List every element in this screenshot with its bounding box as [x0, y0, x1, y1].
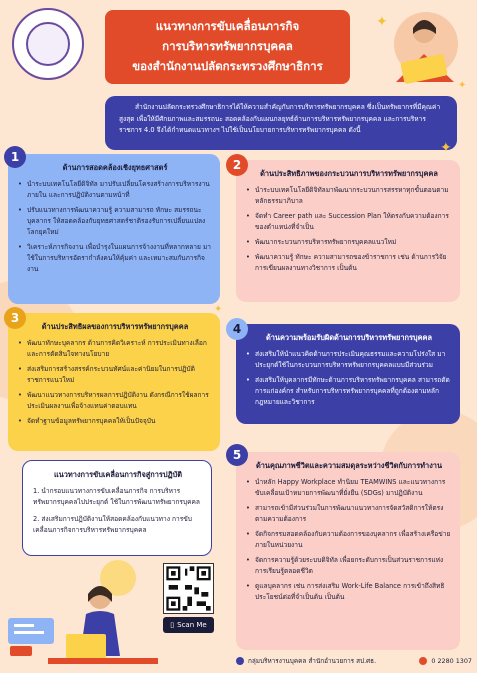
section-number-4: 4 — [226, 318, 248, 340]
section-number-3: 3 — [4, 307, 26, 329]
footer — [236, 656, 472, 666]
sparkle-icon: ✦ — [440, 140, 452, 156]
list-item: • ส่งเสริมให้บุคลากรมีทักษะด้านการบริหารทรัพยากรบุคคล สามารถตัดการแก่องค์กร สำหรับการบริหารทรัพยากรบุคคลที่ถูกต้องตามหลักกฎหมายและวิชาการ — [246, 375, 452, 408]
list-item: • นำระบบเทคโนโลยีดิจิทัลมาพัฒนากระบวนการสรรหาทุกขั้นตอนตามหลักธรรมาภิบาล — [246, 185, 452, 207]
list-item: • นำระบบเทคโนโลยีดิจิทัล มาปรับเปลี่ยนโครงสร้างการบริหารงานภายใน และการปฏิบัติงานตามหน้าที่ — [18, 179, 212, 201]
list-item: • จัดทำ Career path และ Succession Plan ให้ตรงกับความต้องการของตำแหน่งที่จำเป็น — [246, 211, 452, 233]
practice-heading: แนวทางการขับเคลื่อนการกิจสู่การปฏิบัติ — [33, 469, 203, 480]
section-hr-accountability — [236, 324, 460, 424]
list-item: • จัดทำฐานข้อมูลทรัพยากรบุคคลให้เป็นปัจจุบัน — [18, 416, 212, 427]
section-number-2: 2 — [226, 154, 248, 176]
section-hr-effectiveness — [8, 313, 220, 451]
office-worker-illustration — [8, 558, 158, 666]
list-item: • พัฒนาทักษะบุคลากร ด้านการคิดวิเคราะห์ การประเมินทางเลือก และการตัดสินใจทางนโยบาย — [18, 338, 212, 360]
list-item: • พัฒนาแนวทางการบริหารผลการปฏิบัติงาน ดังกรณีการใช้ผลการประเมินผลงานเพื่อจ้างแทนค่าตอบแทน — [18, 390, 212, 412]
practice-box — [22, 460, 212, 556]
list-item: • พัฒนาความรู้ ทักษะ ความสามารถของข้าราชการ เช่น ด้านการวิจัย การเขียนผลงานทางวิชาการ เป็นต้น — [246, 252, 452, 274]
title-line-3: ของสำนักงานปลัดกระทรวงศึกษาธิการ — [132, 59, 323, 73]
title-line-2: การบริหารทรัพยากรบุคคล — [162, 39, 293, 53]
title-line-1: แนวทางการขับเคลื่อนภารกิจ — [155, 19, 300, 33]
list-item: • วิเคราะห์ภารกิจงาน เพื่อบำรุงในแผนการจ้างงานที่หลากหลาย มาใช้ในการบริหารอัตรากำลังคนให้คุ้มค่า และเหมาะสมกับภารกิจงาน — [18, 242, 212, 275]
list-item: • พัฒนากระบวนการบริหารทรัพยากรบุคคลแนวใหม่ — [246, 237, 452, 248]
intro-text: สำนักงานปลัดกระทรวงศึกษาธิการได้ให้ความสำคัญกับการบริหารทรัพยากรบุคคล ซึ่งเป็นทรัพยากรที่มีคุณค่าสูงสุด เพื่อให้มีศักยภาพและสมรรถนะ สอดคล้องกับแผนกลยุทธ์ด้านการบริหารทรัพยากรบุคคล และการบริหารราชการ 4.0 จึงได้กำหนดแนวทางฯ ไปใช้เป็นนโยบายการบริหารทรัพยากรบุคคล ดังนี้ — [105, 96, 457, 150]
list-item: • นำหลัก Happy Workplace ทำนิยม TEAMWINS และแนวทางการขับเคลื่อนเป้าหมายการพัฒนาที่ยั่งยืน (SDGs) มาปฏิบัติงาน — [246, 477, 452, 499]
footer-org: กลุ่มบริหารงานบุคคล สำนักอำนวยการ สป.ศธ. — [248, 657, 377, 665]
section-strategic-alignment — [8, 154, 220, 304]
section-hr-efficiency — [236, 160, 460, 302]
section-heading: ด้านความพร้อมรับผิดด้านการบริหารทรัพยากรบุคคล — [265, 333, 433, 342]
section-heading: ด้านคุณภาพชีวิตและความสมดุลระหว่างชีวิตกับการทำงาน — [255, 461, 443, 470]
footer-phone: 0 2280 1307 — [431, 657, 472, 665]
list-item: • จัดการความรู้ด้วยระบบดิจิทัล เพื่อยกระดับการเป็นส่วนราชการแห่งการเรียนรู้ตลอดชีวิต — [246, 555, 452, 577]
scan-me-label — [163, 617, 214, 633]
section-quality-of-life — [236, 452, 460, 650]
phone-icon — [419, 657, 427, 665]
list-item: • ส่งเสริมให้นำแนวคิดด้านการประเมินคุณธรรมและความโปร่งใส มาประยุกต์ใช้ในกระบวนการบริหารทรัพยากรบุคคลแบบมีส่วนร่วม — [246, 349, 452, 371]
sparkle-icon: ✦ — [214, 304, 223, 315]
qr-code[interactable] — [163, 563, 214, 614]
practice-item: 1. นำกรอบแนวทางการขับเคลื่อนภารกิจ การบริหารทรัพยากรบุคคลไปประยุกต์ ใช้ในการพัฒนาทรัพยากรบุคคล — [33, 487, 200, 506]
list-item: • ปรับแนวทางการพัฒนาความรู้ ความสามารถ ทักษะ สมรรถนะบุคลากร ให้สอดคล้องกับยุทธศาสตร์ชาติรองรับการเปลี่ยนแปลงโลกยุคใหม่ — [18, 205, 212, 238]
section-number-1: 1 — [4, 146, 26, 168]
section-heading: ด้านประสิทธิภาพของกระบวนการบริหารทรัพยากรบุคคล — [260, 169, 438, 178]
practice-item: 2. ส่งเสริมการปฏิบัติงานให้สอดคล้องกับแนวทาง การขับเคลื่อนภารกิจการบริหารทรัพยากรบุคคล — [33, 515, 192, 534]
list-item: • ส่งเสริมการสร้างสรรค์กระบวนทัศน์และค่านิยมในการปฏิบัติราชการแนวใหม่ — [18, 364, 212, 386]
svg-text:✦: ✦ — [376, 14, 388, 30]
location-icon — [236, 657, 244, 665]
list-item: • สามารถเข้ามีส่วนร่วมในการพัฒนาแนวทางการจัดสวัสดิการให้ตรงตามความต้องการ — [246, 503, 452, 525]
scan-me-text: Scan Me — [177, 621, 207, 629]
header — [0, 0, 477, 92]
ministry-seal-icon — [12, 8, 84, 80]
section-heading: ด้านประสิทธิผลของการบริหารทรัพยากรบุคคล — [41, 322, 189, 331]
section-number-5: 5 — [226, 444, 248, 466]
reading-person-illustration — [366, 4, 471, 94]
list-item: • จัดกิจกรรมสอดคล้องกับความต้องการของบุคลากร เพื่อสร้างเครือข่ายภายในหน่วยงาน — [246, 529, 452, 551]
section-heading: ด้านการสอดคล้องเชิงยุทธศาสตร์ — [62, 163, 168, 172]
svg-text:✦: ✦ — [458, 80, 467, 91]
page-title — [105, 10, 350, 84]
list-item: • ดูแลบุคลากร เช่น การส่งเสริม Work-Life Balance การเข้าถึงสิทธิประโยชน์ต่อที่จำเป็นต้น เป็นต้น — [246, 581, 452, 603]
phone-icon: ▯ — [170, 621, 175, 629]
